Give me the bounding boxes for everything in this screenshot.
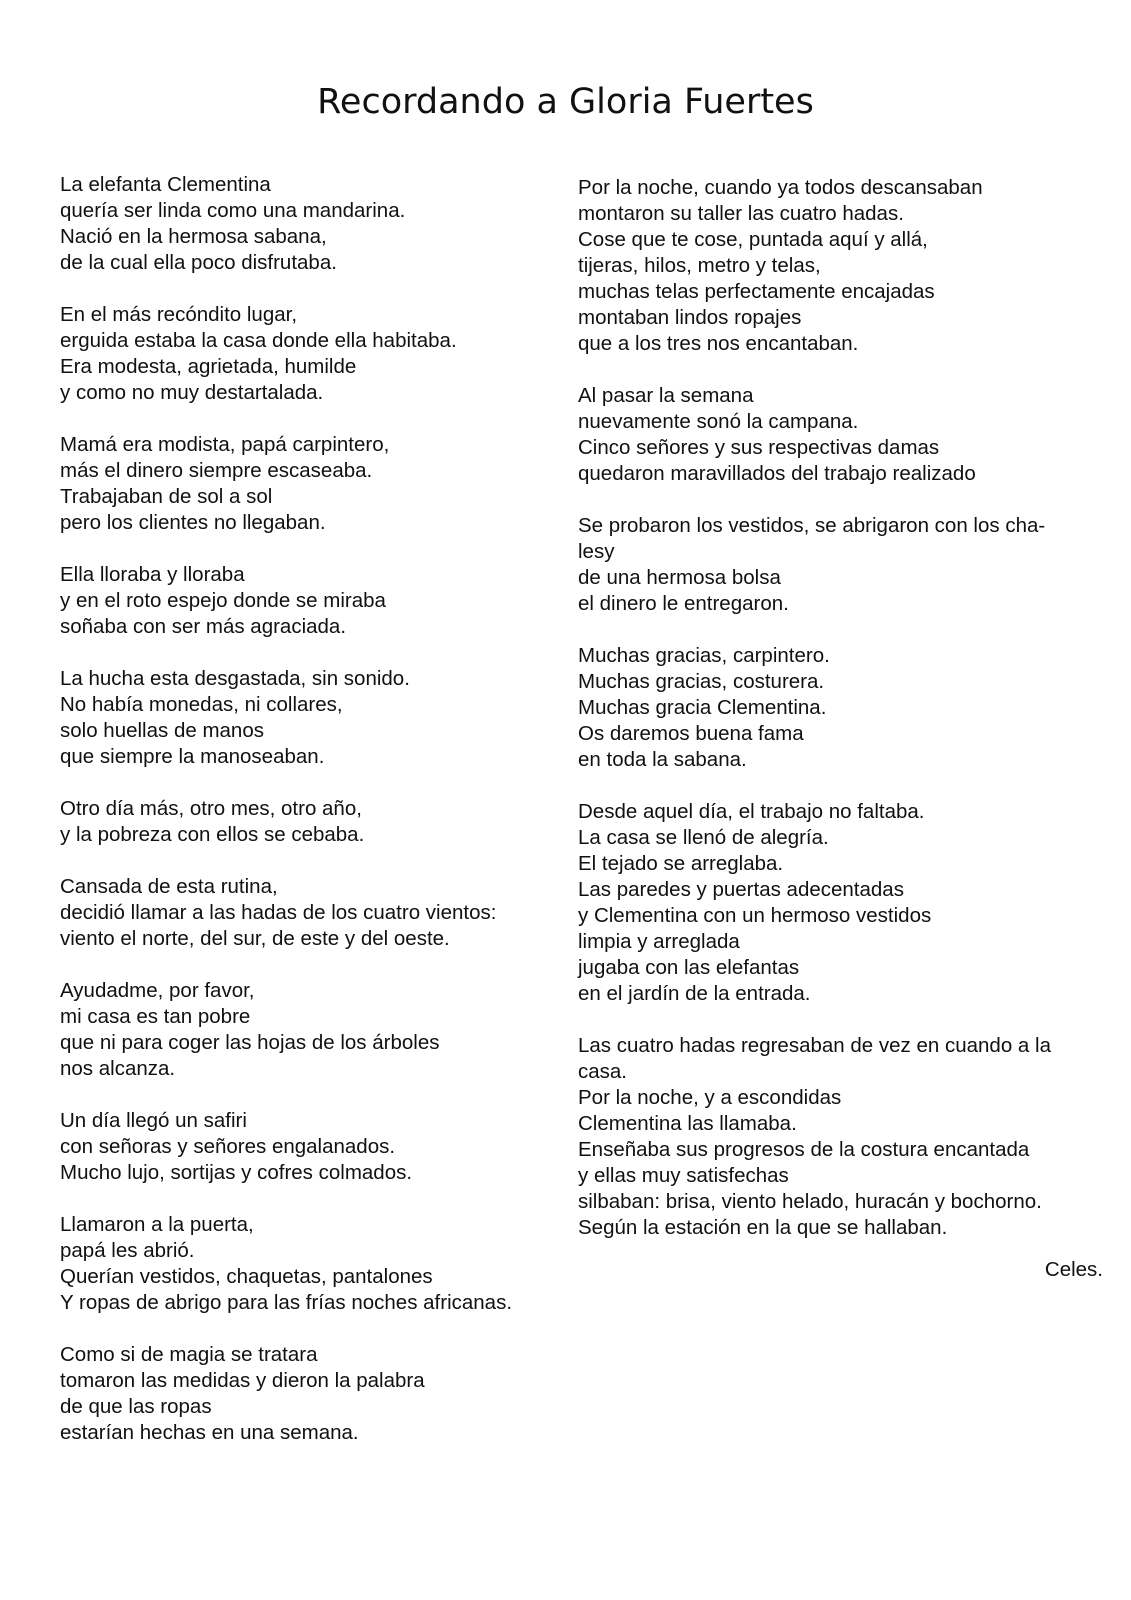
poem-line: muchas telas perfectamente encajadas — [578, 280, 935, 303]
poem-line: La casa se llenó de alegría. — [578, 826, 829, 849]
stanza — [60, 666, 580, 770]
poem-line: Otro día más, otro mes, otro año, — [60, 797, 362, 820]
poem-line: que ni para coger las hojas de los árboles — [60, 1031, 440, 1054]
poem-line: pero los clientes no llegaban. — [60, 511, 326, 534]
poem-line: estarían hechas en una semana. — [60, 1421, 359, 1444]
poem-line: y ellas muy satisfechas — [578, 1164, 789, 1187]
poem-line: solo huellas de manos — [60, 719, 264, 742]
poem-line: Os daremos buena fama — [578, 722, 804, 745]
left-column — [60, 172, 580, 1472]
poem-line: Y ropas de abrigo para las frías noches africanas. — [60, 1291, 513, 1314]
poem-line: montaron su taller las cuatro hadas. — [578, 202, 904, 225]
poem-line: Trabajaban de sol a sol — [60, 485, 273, 508]
poem-line: viento el norte, del sur, de este y del oeste. — [60, 927, 450, 950]
poem-line: Según la estación en la que se hallaban. — [578, 1216, 948, 1239]
poem-line: nos alcanza. — [60, 1057, 176, 1080]
stanza — [60, 1212, 580, 1316]
poem-line: Cose que te cose, puntada aquí y allá, — [578, 228, 928, 251]
poem-line: Al pasar la semana — [578, 384, 754, 407]
stanza — [578, 799, 1113, 1007]
poem-line: En el más recóndito lugar, — [60, 303, 298, 326]
poem-line: Por la noche, y a escondidas — [578, 1086, 842, 1109]
poem-line: Clementina las llamaba. — [578, 1112, 797, 1135]
poem-title: Recordando a Gloria Fuertes — [317, 82, 814, 122]
stanza — [60, 978, 580, 1082]
right-column — [578, 175, 1113, 1267]
stanza — [578, 1033, 1113, 1241]
poem-line: Mucho lujo, sortijas y cofres colmados. — [60, 1161, 413, 1184]
poem-line: el dinero le entregaron. — [578, 592, 789, 615]
poem-line: con señoras y señores engalanados. — [60, 1135, 396, 1158]
stanza — [60, 874, 580, 952]
stanza — [60, 172, 580, 276]
poem-line: soñaba con ser más agraciada. — [60, 615, 347, 638]
stanza — [60, 302, 580, 406]
poem-line: lesy — [578, 540, 615, 563]
poem-line: de una hermosa bolsa — [578, 566, 781, 589]
stanza — [60, 562, 580, 640]
stanza — [60, 432, 580, 536]
poem-line: mi casa es tan pobre — [60, 1005, 251, 1028]
stanza — [578, 643, 1113, 773]
poem-line: Mamá era modista, papá carpintero, — [60, 433, 390, 456]
poem-line: tomaron las medidas y dieron la palabra — [60, 1369, 425, 1392]
poem-line: y la pobreza con ellos se cebaba. — [60, 823, 365, 846]
poem-line: Por la noche, cuando ya todos descansaban — [578, 176, 983, 199]
poem-line: erguida estaba la casa donde ella habitaba. — [60, 329, 457, 352]
poem-line: decidió llamar a las hadas de los cuatro vientos: — [60, 901, 497, 924]
poem-line: que siempre la manoseaban. — [60, 745, 325, 768]
poem-line: Querían vestidos, chaquetas, pantalones — [60, 1265, 433, 1288]
poem-line: Desde aquel día, el trabajo no faltaba. — [578, 800, 925, 823]
poem-line: Ayudadme, por favor, — [60, 979, 255, 1002]
poem-line: limpia y arreglada — [578, 930, 740, 953]
poem-line: papá les abrió. — [60, 1239, 195, 1262]
poem-line: en toda la sabana. — [578, 748, 747, 771]
poem-line: más el dinero siempre escaseaba. — [60, 459, 373, 482]
poem-line: montaban lindos ropajes — [578, 306, 802, 329]
stanza — [60, 1108, 580, 1186]
poem-line: y como no muy destartalada. — [60, 381, 324, 404]
poem-line: No había monedas, ni collares, — [60, 693, 343, 716]
poem-line: La elefanta Clementina — [60, 173, 271, 196]
poem-line: Cinco señores y sus respectivas damas — [578, 436, 940, 459]
stanza — [578, 175, 1113, 357]
poem-line: que a los tres nos encantaban. — [578, 332, 859, 355]
poem-line: La hucha esta desgastada, sin sonido. — [60, 667, 410, 690]
poem-line: Se probaron los vestidos, se abrigaron con los cha- — [578, 514, 1046, 537]
poem-line: de la cual ella poco disfrutaba. — [60, 251, 337, 274]
poem-line: y Clementina con un hermoso vestidos — [578, 904, 932, 927]
poem-line: casa. — [578, 1060, 627, 1083]
poem-line: Era modesta, agrietada, humilde — [60, 355, 357, 378]
poem-line: de que las ropas — [60, 1395, 212, 1418]
stanza — [60, 1342, 580, 1446]
poem-line: silbaban: brisa, viento helado, huracán y bochorno. — [578, 1190, 1042, 1213]
author-signature: Celes. — [1044, 1258, 1103, 1281]
poem-line: jugaba con las elefantas — [578, 956, 800, 979]
poem-line: Un día llegó un safiri — [60, 1109, 247, 1132]
poem-line: El tejado se arreglaba. — [578, 852, 784, 875]
poem-line: Muchas gracias, carpintero. — [578, 644, 830, 667]
poem-line: tijeras, hilos, metro y telas, — [578, 254, 821, 277]
poem-line: Llamaron a la puerta, — [60, 1213, 254, 1236]
poem-line: Las cuatro hadas regresaban de vez en cuando a la — [578, 1034, 1051, 1057]
poem-line: Cansada de esta rutina, — [60, 875, 278, 898]
poem-line: quería ser linda como una mandarina. — [60, 199, 406, 222]
poem-line: Nació en la hermosa sabana, — [60, 225, 327, 248]
poem-line: quedaron maravillados del trabajo realizado — [578, 462, 976, 485]
poem-line: en el jardín de la entrada. — [578, 982, 811, 1005]
poem-line: Enseñaba sus progresos de la costura encantada — [578, 1138, 1030, 1161]
poem-line: nuevamente sonó la campana. — [578, 410, 859, 433]
poem-line: y en el roto espejo donde se miraba — [60, 589, 386, 612]
poem-line: Ella lloraba y lloraba — [60, 563, 245, 586]
poem-line: Como si de magia se tratara — [60, 1343, 318, 1366]
poem-line: Muchas gracia Clementina. — [578, 696, 827, 719]
stanza — [578, 513, 1113, 617]
stanza — [578, 383, 1113, 487]
poem-line: Muchas gracias, costurera. — [578, 670, 825, 693]
stanza — [60, 796, 580, 848]
poem-line: Las paredes y puertas adecentadas — [578, 878, 904, 901]
